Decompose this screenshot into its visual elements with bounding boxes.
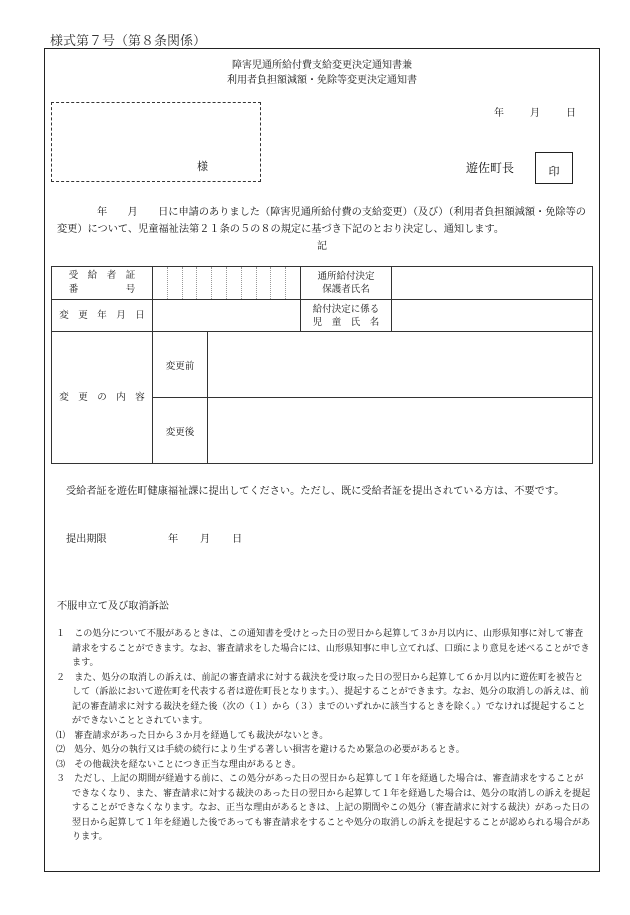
appeal-section: [56, 627, 592, 845]
certificate-number-label-2: 番 号: [68, 284, 136, 295]
certificate-number-label-1: 受 給 者 証: [68, 270, 136, 281]
after-label: 変更後: [153, 398, 208, 464]
form-number: 様式第７号（第８条関係）: [50, 34, 207, 49]
certificate-number-cell: [153, 267, 301, 300]
child-label-2: 児 童 氏 名: [312, 316, 380, 328]
issue-date-year: 年: [494, 108, 504, 119]
table-row: [52, 267, 593, 300]
issue-date-day: 日: [566, 108, 576, 119]
guardian-label-2: 保護者氏名: [322, 284, 370, 295]
deadline-month: 月: [200, 534, 211, 545]
seal-box: 印: [535, 152, 573, 184]
document-title-line2: 利用者負担額減額・免除等変更決定通知書: [227, 75, 417, 86]
before-content-cell: [208, 332, 593, 398]
change-date-label: 変 更 年 月 日: [52, 300, 153, 332]
guardian-name-cell: [392, 267, 593, 300]
appeal-item-2: ２ また、処分の取消しの訴えは、前記の審査請求に対する裁決を受け取った日の翌日から起算して６か月以内に遊佐町を被告として（訴訟において遊佐町を代表する者は遊佐町長となります。）、提起することができます。なお、処分の取消しの訴えは、前記の審査請求に対する裁決を経た後（次の（１）から（３）までのいずれかに該当するときを除く。）でなければ提起することができないこととされています。: [56, 672, 589, 726]
digit-box: [197, 267, 212, 299]
digit-box: [242, 267, 257, 299]
child-name-cell: [392, 300, 593, 332]
appeal-item-3: ３ ただし、上記の期間が経過する前に、この処分があった日の翌日から起算して１年を経過した場合は、審査請求をすることができなくなり、また、審査請求に対する裁決のあった日の翌日から起算して１年を経過した場合は、処分の取消しの訴えを提起することができなくなります。なお、正当な理由があるときは、上記の期間やこの処分（審査請求に対する裁決）があった日の翌日から起算して１年を経過した後であっても審査請求をすることや処分の取消しの訴えを提起することが認められる場合があります。: [56, 774, 591, 842]
before-label: 変更前: [153, 332, 208, 398]
appeal-sub-item-3: ⑶ その他裁決を経ないことにつき正当な理由があるとき。: [56, 759, 301, 770]
digit-box: [257, 267, 272, 299]
child-label-cell: [301, 300, 392, 332]
digit-box: [212, 267, 227, 299]
digit-box: [153, 267, 168, 299]
after-content-cell: [208, 398, 593, 464]
digit-box: [271, 267, 286, 299]
decision-table: [51, 266, 593, 464]
intro-paragraph: 年 月 日に申請のありました（障害児通所給付費の支給変更）（及び）（利用者負担額減額・免除等の変更）について、児童福祉法第２１条の５の８の規定に基づき下記のとおり決定し、通知します。: [57, 207, 586, 235]
change-content-label: 変 更 の 内 容: [52, 332, 153, 464]
digit-box: [168, 267, 183, 299]
deadline-day: 日: [232, 534, 243, 545]
appeal-sub-item-2: ⑵ 処分、処分の執行又は手続の続行により生ずる著しい損害を避けるため緊急の必要があるとき。: [56, 745, 465, 755]
recipient-honorific: 様: [197, 160, 208, 173]
table-row: [52, 300, 593, 332]
submission-notice: 受給者証を遊佐町健康福祉課に提出してください。ただし、既に受給者証を提出されている方は、不要です。: [66, 486, 565, 497]
appeal-section-title: 不服申立て及び取消訴訟: [57, 601, 170, 612]
change-date-cell: [153, 300, 301, 332]
digit-box: [286, 267, 300, 299]
ki-heading: 記: [317, 241, 327, 252]
guardian-label-1: 通所給付決定: [317, 271, 375, 282]
appeal-sub-item-1: ⑴ 審査請求があった日から３か月を経過しても裁決がないとき。: [56, 730, 329, 741]
guardian-label-cell: [301, 267, 392, 300]
certificate-number-label-cell: [52, 267, 153, 300]
recipient-address-box: [51, 102, 261, 182]
appeal-item-1: １ この処分について不服があるときは、この通知書を受けとった日の翌日から起算して３か月以内に、山形県知事に対して審査請求をすることができます。なお、審査請求をした場合には、山形県知事に申し立てれば、口頭により意見を述べることができます。: [56, 629, 590, 668]
table-row: [52, 332, 593, 398]
digit-box: [183, 267, 198, 299]
issue-date-month: 月: [530, 108, 540, 119]
child-label-1: 給付決定に係る: [312, 303, 380, 315]
certificate-digit-boxes: [153, 267, 300, 299]
issuer-title: 遊佐町長: [466, 161, 515, 175]
document-title-line1: 障害児通所給付費支給変更決定通知書兼: [232, 60, 412, 71]
deadline-label: 提出期限: [66, 534, 107, 545]
deadline-year: 年: [168, 534, 179, 545]
digit-box: [227, 267, 242, 299]
